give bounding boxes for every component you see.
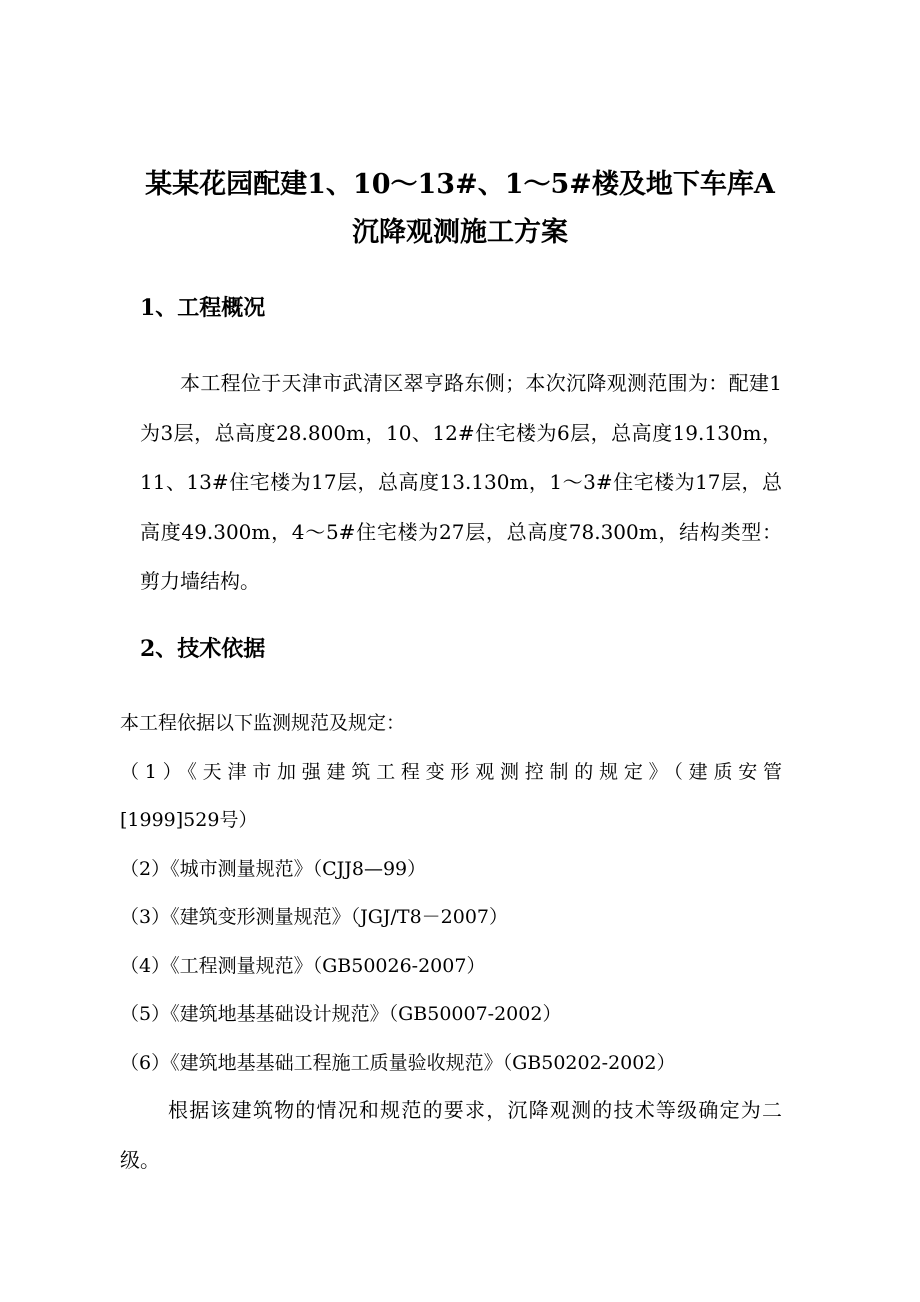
document-title-line1: 某某花园配建1、10～13#、1～5#楼及地下车库A (145, 169, 775, 200)
section2-heading: 2、技术依据 (140, 636, 266, 662)
section1-heading: 1、工程概况 (140, 295, 266, 321)
reference-item-2: （2）《城市测量规范》（CJJ8—99） (120, 858, 427, 880)
reference-item-3: （3）《建筑变形测量规范》（JGJ/T8－2007） (120, 906, 509, 928)
section2-intro: 本工程依据以下监测规范及规定： (120, 712, 406, 734)
document-title-line2: 沉降观测施工方案 (352, 217, 568, 248)
reference-item-1-line2: [1999]529号） (120, 809, 258, 831)
section1-paragraph: 本工程位于天津市武清区翠亨路东侧；本次沉降观测范围为：配建1为3层，总高度28.800m，10、12#住宅楼为6层，总高度19.130m，11、13#住宅楼为17层，总高度13.130m，1～3#住宅楼为17层，总高度49.300m，4～5#住宅楼为27层，总高度78.300m，结构类型：剪力墙结构。 (140, 371, 782, 593)
reference-item-4: （4）《工程测量规范》（GB50026-2007） (120, 955, 486, 977)
reference-item-6: （6）《建筑地基基础工程施工质量验收规范》（GB50202-2002） (120, 1052, 676, 1074)
reference-item-1-line1: （1）《天津市加强建筑工程变形观测控制的规定》（建质安管 (120, 761, 782, 783)
reference-item-5: （5）《建筑地基基础设计规范》（GB50007-2002） (120, 1003, 562, 1025)
section2-conclusion: 根据该建筑物的情况和规范的要求，沉降观测的技术等级确定为二级。 (120, 1098, 782, 1172)
